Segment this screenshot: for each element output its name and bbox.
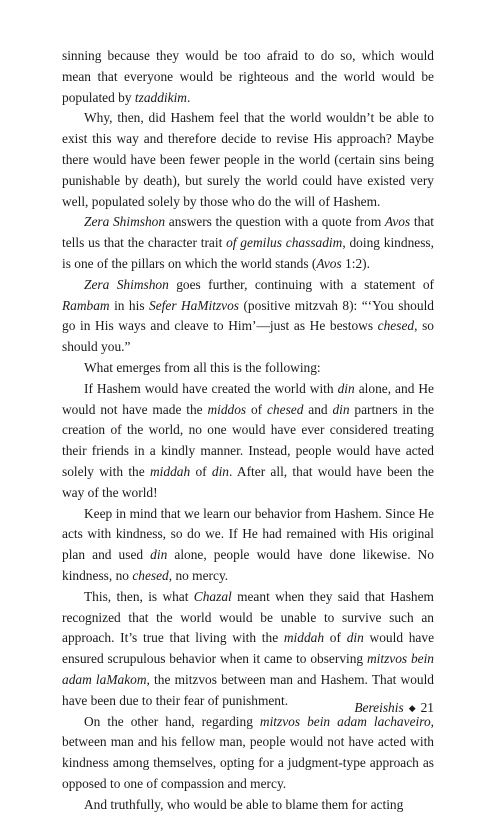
text-run: , so should you.” [62, 318, 434, 355]
italic-term: mitzvos bein adam lachaveiro [259, 713, 431, 729]
diamond-separator-icon: ◆ [408, 703, 416, 713]
paragraph [62, 108, 434, 212]
italic-term: din [150, 547, 168, 563]
text-run: and [303, 401, 333, 417]
text-run: What emerges from all this is the following: [84, 359, 321, 375]
italic-term: Chazal [193, 588, 232, 604]
italic-term: of gemilus chassadim [226, 235, 343, 251]
italic-term: din [211, 463, 230, 479]
paragraph [62, 46, 434, 108]
text-run: , doing kindness, is one of the pillars on which the world stands ( [62, 235, 434, 271]
paragraph [62, 712, 434, 795]
text-run: of [324, 630, 347, 646]
italic-term: din [332, 401, 350, 417]
text-run: alone, and He would not have made the [62, 380, 435, 417]
text-run: sinning because they would be too afraid to do so, which would mean that everyone would be righteous and the world would be populated by [62, 48, 434, 105]
text-run: . After all, that would have been the way of the world! [62, 463, 435, 500]
text-run: partners in the creation of the world, no one would have ever considered treating their friends in a kindly manner. Instead, people would have acted solely with the [62, 401, 435, 479]
text-run: If Hashem would have created the world with [84, 380, 338, 396]
text-run: in his [109, 297, 150, 313]
text-run: alone, people would have done likewise. No kindness, no [62, 547, 434, 583]
page-number: 21 [420, 700, 434, 715]
text-run: , no mercy. [168, 567, 229, 583]
italic-term: din [346, 630, 364, 646]
paragraph [62, 504, 434, 587]
text-run: Keep in mind that we learn our behavior from Hashem. Since He acts with kindness, so do we. If He had remained with His original plan and used [62, 505, 434, 563]
text-run: , between man and his fellow man, people would not have acted with kindness among themselves, opting for a judgment-type approach as opposed to one of compassion and mercy. [62, 713, 434, 791]
text-run: This, then, is what [84, 588, 194, 604]
text-run: 1:2). [341, 255, 370, 271]
text-run: of [246, 401, 267, 417]
italic-term: tzaddikim [134, 89, 187, 105]
text-run: And truthfully, who would be able to blame them for acting [84, 796, 404, 812]
text-run: Why, then, did Hashem feel that the world wouldn’t be able to exist this way and therefore decide to revise His approach? Maybe there would have been fewer people in the world (certain sins being punishable by death), but surely the world could have existed very well, populated solely by those who do the will of Hashem. [62, 110, 434, 209]
italic-term: din [337, 380, 355, 396]
paragraph [62, 587, 434, 712]
italic-term: Avos [316, 255, 342, 271]
text-run: On the other hand, regarding [84, 713, 260, 729]
italic-term: Zera Shimshon [84, 276, 169, 292]
paragraph [62, 358, 434, 379]
italic-term: Sefer HaMitzvos [149, 297, 240, 313]
text-run: of [190, 463, 212, 479]
italic-term: middos [207, 401, 247, 417]
italic-term: chesed [377, 318, 415, 334]
paragraph [62, 379, 434, 504]
text-run: answers the question with a quote from [165, 214, 385, 230]
italic-term: Zera Shimshon [84, 214, 166, 230]
italic-term: chesed [266, 401, 304, 417]
italic-term: middah [149, 463, 191, 479]
italic-term: Avos [384, 214, 411, 230]
text-run: , the mitzvos between man and Hashem. That would have been due to their fear of punishment. [62, 671, 435, 708]
paragraph [62, 795, 434, 815]
text-run: meant when they said that Hashem recognized that the world would be unable to survive such an approach. It’s true that living with the [62, 588, 434, 646]
paragraph [62, 275, 434, 358]
text-run: (positive mitzvah 8): “‘You should go in His ways and cleave to Him’—just as He bestows [62, 297, 434, 334]
italic-term: mitzvos bein adam laMakom [62, 651, 434, 687]
text-run: . [186, 89, 191, 105]
page-footer [62, 700, 434, 716]
text-run: would have ensured scrupulous behavior when it came to observing [62, 630, 435, 667]
text-run: goes further, continuing with a statement of [168, 276, 434, 292]
italic-term: middah [283, 630, 325, 646]
italic-term: Rambam [62, 297, 110, 313]
text-run: that tells us that the character trait [62, 214, 434, 251]
italic-term: chesed [132, 567, 169, 583]
paragraph [62, 212, 434, 274]
running-head: Bereishis [354, 700, 404, 715]
